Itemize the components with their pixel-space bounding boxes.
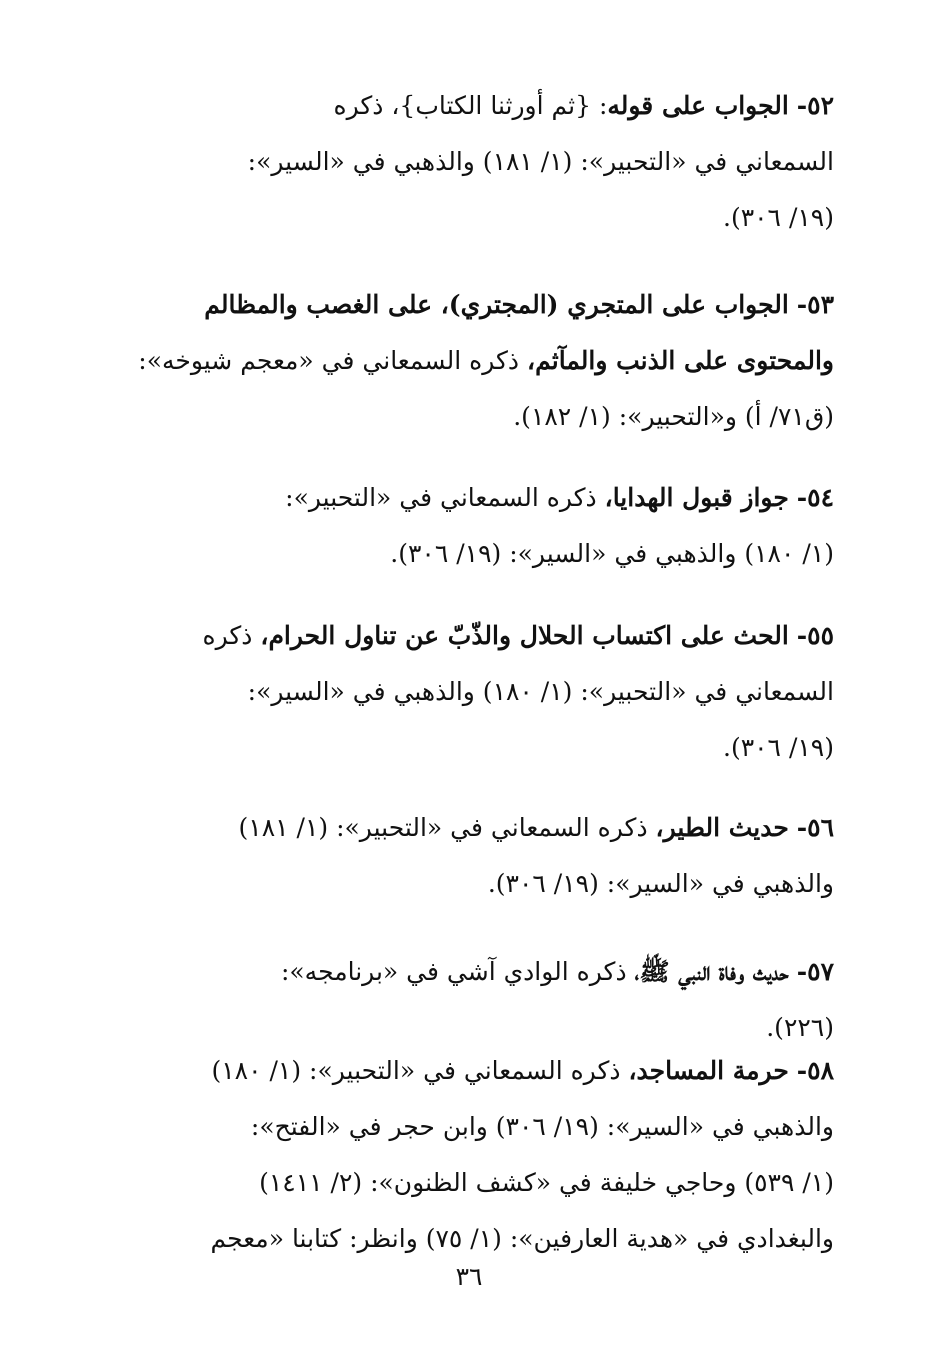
entry-line: والذهبي في «السير»: (١٩/ ٣٠٦) وابن حجر في «الفتح»: — [250, 1112, 834, 1141]
entry-text: ذكره — [202, 621, 253, 650]
entry-number: ٥٧- — [796, 957, 834, 986]
entry-line: والذهبي في «السير»: (١٩/ ٣٠٦). — [487, 869, 834, 898]
entry-title-continued: والمحتوى على الذنب والمآثم، — [527, 346, 834, 375]
entry-title: جواز قبول الهدايا، — [604, 483, 789, 512]
entry-line: (١/ ١٨٠) والذهبي في «السير»: (١٩/ ٣٠٦). — [390, 539, 834, 568]
entry-53 — [102, 277, 834, 445]
entry-text: ذكره الوادي آشي في «برنامجه»: — [280, 957, 627, 986]
entry-title: الحث على اكتساب الحلال والذّبّ عن تناول الحرام، — [260, 621, 789, 650]
entry-title: حرمة المساجد، — [628, 1056, 789, 1085]
entry-text: ذكره السمعاني في «التحبير»: (١/ ١٨١) — [238, 813, 648, 842]
entry-line — [102, 333, 834, 389]
entry-line — [102, 470, 834, 526]
entry-line: السمعاني في «التحبير»: (١/ ١٨٠) والذهبي في «السير»: — [247, 677, 834, 706]
entry-text: ذكره السمعاني في «التحبير»: — [285, 483, 597, 512]
entry-line: والبغدادي في «هدية العارفين»: (١/ ٧٥) وانظر: كتابنا «معجم — [210, 1224, 834, 1253]
entry-title: الجواب على قوله — [607, 91, 789, 120]
entry-text: ذكره السمعاني في «معجم شيوخه»: — [138, 346, 520, 375]
entry-line: (ق٧١/ أ) و«التحبير»: (١/ ١٨٢). — [513, 402, 834, 431]
entry-58 — [102, 1043, 834, 1267]
entry-line: السمعاني في «التحبير»: (١/ ١٨١) والذهبي في «السير»: — [247, 147, 834, 176]
entry-line — [102, 608, 834, 664]
entry-line — [102, 277, 834, 333]
entry-line: (١٩/ ٣٠٦). — [723, 733, 834, 762]
entry-number: ٥٢- — [796, 91, 834, 120]
entry-line — [102, 1043, 834, 1099]
entry-number: ٥٨- — [796, 1056, 834, 1085]
entry-line: ٥٢- الجواب على قوله: {ثم أورثنا الكتاب}، ذكره — [333, 91, 834, 120]
entry-line: (٢٢٦). — [766, 1013, 834, 1042]
entry-number: ٥٤- — [796, 483, 834, 512]
entry-title: الجواب على المتجري (المجتري)، على الغصب والمظالم — [204, 290, 789, 319]
entry-number: ٥٥- — [796, 621, 834, 650]
entry-line: (١/ ٥٣٩) وحاجي خليفة في «كشف الظنون»: (٢/ ١٤١١) — [259, 1168, 834, 1197]
entry-line: (١٩/ ٣٠٦). — [723, 203, 834, 232]
entry-56 — [102, 800, 834, 912]
entry-number: ٥٣- — [796, 290, 834, 319]
entry-title: حديث الطير، — [655, 813, 789, 842]
page-number: ٣٦ — [455, 1262, 483, 1291]
entry-line — [102, 944, 834, 1000]
entry-52 — [102, 78, 834, 246]
entry-54 — [102, 470, 834, 582]
entry-55 — [102, 608, 834, 776]
entry-line — [102, 800, 834, 856]
entry-number: ٥٦- — [796, 813, 834, 842]
entry-text: {ثم أورثنا الكتاب}، ذكره — [333, 91, 591, 120]
entry-title: حديث وفاة النبي ﷺ، — [634, 957, 789, 986]
entry-text: ذكره السمعاني في «التحبير»: (١/ ١٨٠) — [211, 1056, 621, 1085]
entry-57 — [102, 944, 834, 1056]
